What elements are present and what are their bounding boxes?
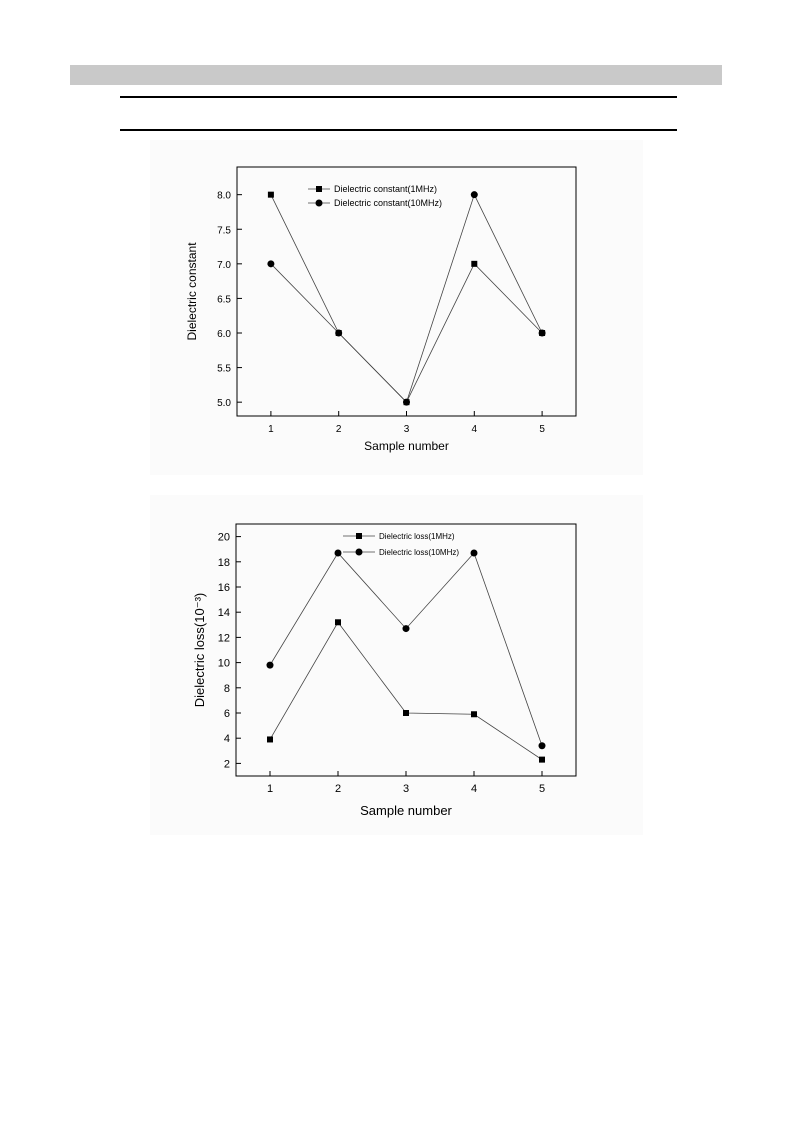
series-line-square (270, 622, 542, 759)
data-point-circle (471, 549, 478, 556)
dielectric-loss-figure (150, 495, 643, 835)
data-point-square (471, 711, 477, 717)
data-point-circle (335, 549, 342, 556)
x-tick-label: 3 (403, 424, 410, 435)
data-point-circle (403, 625, 410, 632)
dielectric-constant-figure (150, 140, 643, 475)
x-tick-label: 2 (334, 783, 342, 795)
y-tick-label: 2 (223, 758, 230, 771)
series-line-square (271, 195, 542, 402)
y-tick-label: 12 (217, 632, 230, 645)
y-tick-label: 4 (223, 733, 230, 746)
x-tick-label: 4 (470, 783, 478, 795)
data-point-square (268, 192, 274, 198)
x-tick-label: 3 (402, 783, 410, 795)
legend-marker-square (316, 186, 322, 192)
legend-marker-circle (316, 200, 323, 207)
legend-marker-square (356, 533, 362, 539)
y-tick-label: 5.0 (217, 398, 231, 410)
legend-label: Dielectric loss(1MHz) (379, 532, 455, 541)
x-axis-label: Sample number (364, 439, 449, 453)
data-point-circle (403, 399, 410, 406)
data-point-square (403, 710, 409, 716)
header-band (70, 65, 722, 85)
dielectric-loss-chart (150, 495, 643, 835)
x-tick-label: 2 (335, 424, 342, 435)
legend-label: Dielectric constant(1MHz) (334, 184, 438, 194)
data-point-square (471, 261, 477, 267)
x-tick-label: 1 (268, 424, 274, 435)
x-tick-label: 5 (539, 424, 545, 435)
data-point-circle (267, 260, 274, 267)
data-point-circle (471, 191, 478, 198)
dielectric-constant-chart (150, 140, 643, 475)
data-point-square (335, 619, 341, 625)
y-tick-label: 7.5 (217, 225, 231, 237)
y-tick-label: 18 (217, 556, 230, 569)
x-tick-label: 4 (471, 424, 478, 435)
series-line-circle (271, 195, 542, 402)
series-line-circle (270, 553, 542, 746)
y-tick-label: 6.0 (217, 329, 231, 340)
data-point-square (267, 736, 273, 742)
y-tick-label: 6.5 (217, 294, 231, 306)
legend-label: Dielectric loss(10MHz) (379, 548, 460, 557)
y-tick-label: 5.5 (217, 363, 231, 375)
x-tick-label: 1 (266, 783, 274, 795)
data-point-square (539, 757, 545, 763)
y-tick-label: 16 (217, 582, 230, 594)
legend-marker-circle (356, 549, 363, 556)
y-tick-label: 6 (223, 708, 230, 720)
y-axis-label: Dielectric constant (185, 242, 199, 341)
data-point-circle (335, 330, 342, 337)
y-tick-label: 14 (217, 607, 230, 620)
legend-label: Dielectric constant(10MHz) (334, 198, 443, 208)
x-axis-label: Sample number (360, 803, 452, 818)
y-tick-label: 8 (223, 682, 230, 695)
data-point-circle (267, 662, 274, 669)
header-rule-top (120, 96, 677, 98)
y-tick-label: 8.0 (217, 190, 231, 202)
x-tick-label: 5 (538, 783, 546, 795)
header-rule-bottom (120, 129, 677, 131)
y-axis-label: Dielectric loss(10⁻³) (192, 592, 207, 708)
y-tick-label: 20 (217, 531, 230, 544)
y-tick-label: 10 (217, 657, 230, 670)
data-point-circle (539, 742, 546, 749)
y-tick-label: 7.0 (217, 259, 231, 271)
plot-frame (236, 524, 576, 776)
data-point-circle (539, 330, 546, 337)
